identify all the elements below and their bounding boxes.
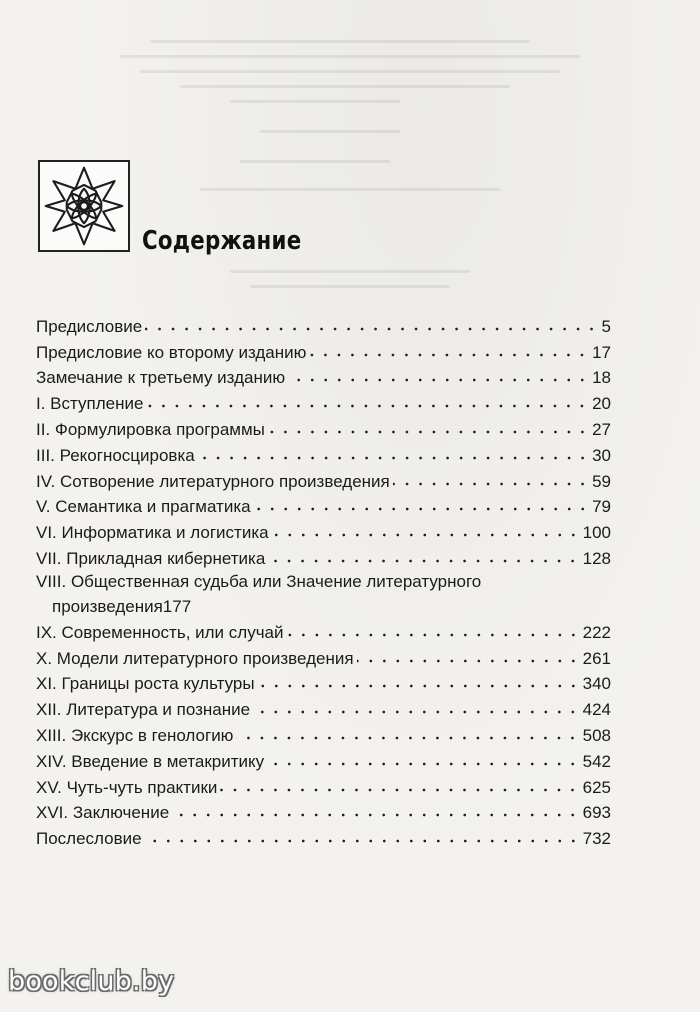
dot-leader bbox=[198, 455, 589, 461]
toc-entry-title: Послесловие bbox=[36, 829, 142, 849]
toc-entry-title: VII. Прикладная кибернетика bbox=[36, 548, 266, 568]
toc-entry-title: XIV. Введение в метакритику bbox=[36, 751, 265, 771]
toc-entry-page: 542 bbox=[582, 751, 611, 771]
toc-entry bbox=[36, 363, 611, 389]
show-through-line bbox=[120, 55, 580, 58]
toc-entry-page: 17 bbox=[592, 342, 611, 362]
dot-leader bbox=[145, 838, 580, 844]
dot-leader bbox=[145, 326, 598, 332]
dot-leader bbox=[268, 558, 579, 564]
toc-entry bbox=[36, 669, 611, 695]
show-through-line bbox=[250, 285, 450, 288]
dot-leader bbox=[309, 352, 589, 358]
toc-entry-page: 5 bbox=[601, 316, 611, 336]
toc-entry bbox=[36, 746, 611, 772]
toc-entry-title: IV. Сотворение литературного произведения bbox=[36, 471, 390, 491]
toc-entry-page: 508 bbox=[582, 725, 611, 745]
show-through-line bbox=[180, 85, 510, 88]
toc-entry bbox=[36, 643, 611, 669]
toc-entry-page: 18 bbox=[592, 368, 611, 388]
ornament-box bbox=[38, 160, 130, 252]
toc-entry-page: 100 bbox=[582, 523, 611, 543]
toc-entry bbox=[36, 517, 611, 543]
dot-leader bbox=[393, 481, 589, 487]
toc-entry-page: 59 bbox=[592, 471, 611, 491]
dot-leader bbox=[287, 632, 580, 638]
dot-leader bbox=[254, 506, 589, 512]
toc-entry-title: I. Вступление bbox=[36, 394, 144, 414]
toc-entry bbox=[36, 311, 611, 337]
show-through-line bbox=[230, 100, 400, 103]
toc-entry-page: 27 bbox=[592, 419, 611, 439]
toc-entry bbox=[36, 543, 611, 569]
table-of-contents bbox=[36, 311, 611, 849]
toc-entry bbox=[36, 440, 611, 466]
dot-leader bbox=[253, 709, 580, 715]
page-title: Содержание bbox=[142, 226, 302, 256]
toc-entry bbox=[36, 466, 611, 492]
dot-leader bbox=[220, 787, 579, 793]
toc-entry-page: 340 bbox=[582, 674, 611, 694]
toc-entry bbox=[36, 823, 611, 849]
toc-entry-page: 20 bbox=[592, 394, 611, 414]
dot-leader bbox=[272, 532, 580, 538]
toc-entry-page: 732 bbox=[582, 829, 611, 849]
dot-leader bbox=[288, 377, 589, 383]
toc-entry bbox=[36, 414, 611, 440]
dot-leader bbox=[236, 735, 579, 741]
toc-entry bbox=[36, 798, 611, 824]
toc-entry-page: 625 bbox=[582, 777, 611, 797]
toc-entry-page: 222 bbox=[582, 622, 611, 642]
dot-leader bbox=[267, 761, 579, 767]
toc-entry-title: Замечание к третьему изданию bbox=[36, 368, 286, 388]
dot-leader bbox=[146, 403, 589, 409]
toc-entry-page: 177 bbox=[162, 596, 192, 616]
toc-entry-title: X. Модели литературного произведения bbox=[36, 648, 354, 668]
toc-entry bbox=[36, 694, 611, 720]
toc-entry-page: 261 bbox=[582, 648, 611, 668]
toc-entry bbox=[36, 772, 611, 798]
toc-entry-title-line2: произведения bbox=[52, 596, 163, 616]
dot-leader bbox=[357, 658, 580, 664]
toc-entry-title: VI. Информатика и логистика bbox=[36, 523, 269, 543]
toc-entry-page: 424 bbox=[582, 700, 611, 720]
toc-entry-page: 693 bbox=[582, 803, 611, 823]
show-through-line bbox=[150, 40, 530, 43]
toc-entry-title: IX. Современность, или случай bbox=[36, 622, 284, 642]
watermark-text: bookclub.by bbox=[8, 966, 175, 997]
show-through-line bbox=[200, 188, 500, 191]
toc-entry-title: XIII. Экскурс в генологию bbox=[36, 725, 234, 745]
dot-leader bbox=[258, 683, 580, 689]
toc-entry-title: V. Семантика и прагматика bbox=[36, 497, 251, 517]
toc-entry-title: XI. Границы роста культуры bbox=[36, 674, 255, 694]
show-through-line bbox=[140, 70, 560, 73]
toc-entry-title: XVI. Заключение bbox=[36, 803, 170, 823]
show-through-line bbox=[230, 270, 470, 273]
toc-entry-title: Предисловие ко второму изданию bbox=[36, 342, 307, 362]
toc-entry-title: Предисловие bbox=[36, 316, 143, 336]
toc-entry-title: XV. Чуть-чуть практики bbox=[36, 777, 218, 797]
toc-entry-title-line1: VIII. Общественная судьба или Значение литературного bbox=[36, 571, 482, 591]
toc-entry-title: III. Рекогносцировка bbox=[36, 445, 195, 465]
show-through-line bbox=[260, 130, 400, 133]
toc-entry bbox=[36, 720, 611, 746]
dot-leader bbox=[172, 812, 579, 818]
dot-leader bbox=[268, 429, 589, 435]
show-through-line bbox=[240, 160, 390, 163]
toc-entry-title: XII. Литература и познание bbox=[36, 700, 251, 720]
toc-entry-page: 30 bbox=[592, 445, 611, 465]
toc-entry bbox=[36, 492, 611, 518]
toc-entry-title: II. Формулировка программы bbox=[36, 419, 265, 439]
toc-entry bbox=[36, 337, 611, 363]
geometric-rosette-icon bbox=[40, 162, 128, 250]
toc-entry bbox=[36, 617, 611, 643]
toc-entry-page: 128 bbox=[582, 548, 611, 568]
toc-entry-multiline bbox=[36, 569, 611, 617]
toc-entry bbox=[36, 388, 611, 414]
toc-entry-page: 79 bbox=[592, 497, 611, 517]
